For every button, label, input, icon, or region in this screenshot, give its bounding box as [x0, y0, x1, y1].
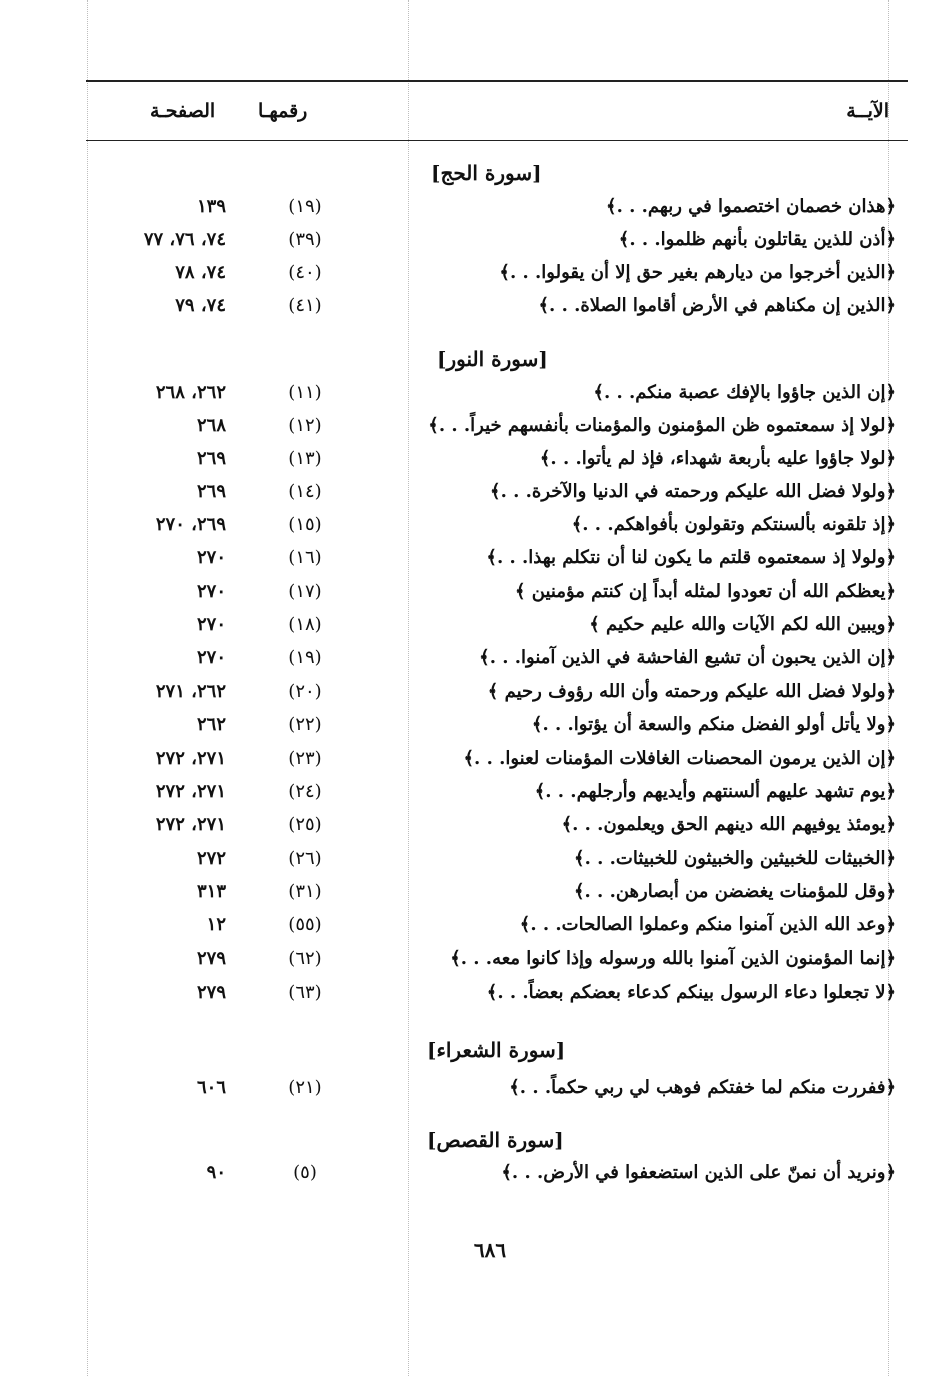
ayah-number: (٢٦)	[288, 848, 322, 869]
ayah-text: ﴿ولا يأتل أولو الفضل منكم والسعة أن يؤتوا. . .﴾	[531, 714, 896, 735]
ayah-number: (٥٥)	[288, 914, 322, 935]
ayah-text: ﴿إن الذين جاؤوا بالإفك عصبة منكم. . .﴾	[593, 382, 896, 403]
header-top-rule	[86, 80, 908, 82]
ayah-text: ﴿إن الذين يرمون المحصنات الغافلات المؤمنات لعنوا. . .﴾	[463, 748, 896, 769]
ayah-text: ﴿يعظكم الله أن تعودوا لمثله أبداً إن كنتم مؤمنين ﴾	[514, 581, 896, 602]
ayah-number: (١٨)	[288, 614, 322, 635]
ayah-number: (٦٣)	[288, 982, 322, 1003]
index-row	[0, 382, 951, 415]
index-row	[0, 748, 951, 781]
index-row	[0, 1162, 951, 1195]
surah-heading-hajj: [سورة الحج]	[431, 161, 542, 185]
index-row	[0, 914, 951, 947]
index-row	[0, 196, 951, 229]
ayah-pages: ٢٦٩	[196, 448, 226, 469]
index-row	[0, 547, 951, 580]
index-row	[0, 1077, 951, 1110]
ayah-pages: ١٣٩	[196, 196, 226, 217]
ayah-pages: ٢٧٩	[196, 948, 226, 969]
ayah-pages: ٢٧٠	[196, 581, 226, 602]
ayah-number: (٥)	[293, 1162, 317, 1183]
index-row	[0, 262, 951, 295]
surah-heading-qasas: [سورة القصص]	[427, 1128, 564, 1152]
index-row	[0, 714, 951, 747]
ayah-text: ﴿الذين أخرجوا من ديارهم بغير حق إلا أن يقولوا. . .﴾	[499, 262, 896, 283]
ayah-number: (١٩)	[288, 647, 322, 668]
ayah-number: (٢٥)	[288, 814, 322, 835]
ayah-pages: ٢٧١، ٢٧٢	[155, 748, 226, 769]
ayah-text: ﴿ولولا إذ سمعتموه قلتم ما يكون لنا أن نتكلم بهذا. . .﴾	[486, 547, 896, 568]
ayah-number: (١٦)	[288, 547, 322, 568]
index-row	[0, 581, 951, 614]
index-row	[0, 881, 951, 914]
ayah-pages: ٢٧٢	[196, 848, 226, 869]
ayah-number: (٢٤)	[288, 781, 322, 802]
index-row	[0, 415, 951, 448]
ayah-pages: ٢٧١، ٢٧٢	[155, 781, 226, 802]
column-header-number: رقمهـا	[258, 100, 308, 122]
ayah-pages: ٧٤، ٧٩	[175, 295, 226, 316]
ayah-pages: ٢٧٠	[196, 647, 226, 668]
column-header-page: الصفحـة	[150, 100, 216, 122]
ayah-pages: ١٢	[206, 914, 226, 935]
ayah-text: ﴿إذ تلقونه بألسنتكم وتقولون بأفواهكم. . .﴾	[571, 514, 896, 535]
index-row	[0, 481, 951, 514]
ayah-text: ﴿إنما المؤمنون الذين آمنوا بالله ورسوله وإذا كانوا معه. . .﴾	[450, 948, 896, 969]
index-row	[0, 781, 951, 814]
ayah-number: (٣١)	[288, 881, 322, 902]
ayah-pages: ٢٦٢	[196, 714, 226, 735]
index-row	[0, 848, 951, 881]
ayah-pages: ٢٧١، ٢٧٢	[155, 814, 226, 835]
ayah-number: (١٤)	[288, 481, 322, 502]
ayah-text: ﴿الخبيثات للخبيثين والخبيثون للخبيثات. . .﴾	[574, 848, 896, 869]
ayah-pages: ٢٦٢، ٢٧١	[155, 681, 226, 702]
surah-heading-nur: [سورة النور]	[437, 347, 548, 371]
index-row	[0, 681, 951, 714]
ayah-number: (٢٠)	[288, 681, 322, 702]
ayah-text: ﴿ولولا فضل الله عليكم ورحمته في الدنيا والآخرة. . .﴾	[490, 481, 896, 502]
ayah-pages: ٦٠٦	[196, 1077, 226, 1098]
index-row	[0, 814, 951, 847]
ayah-pages: ٢٧٩	[196, 982, 226, 1003]
ayah-pages: ٣١٣	[196, 881, 226, 902]
index-row	[0, 295, 951, 328]
ayah-pages: ٢٦٨	[196, 415, 226, 436]
ayah-text: ﴿ويبين الله لكم الآيات والله عليم حكيم ﴾	[589, 614, 896, 635]
ayah-pages: ٧٤، ٧٨	[175, 262, 226, 283]
ayah-number: (١٧)	[288, 581, 322, 602]
ayah-text: ﴿ونريد أن نمنّ على الذين استضعفوا في الأرض. . .﴾	[501, 1162, 896, 1183]
ayah-text: ﴿يوم تشهد عليهم ألسنتهم وأيديهم وأرجلهم. . .﴾	[534, 781, 896, 802]
ayah-text: ﴿لولا إذ سمعتموه ظن المؤمنون والمؤمنات بأنفسهم خيراً. . .﴾	[428, 415, 896, 436]
index-row	[0, 448, 951, 481]
index-row	[0, 982, 951, 1015]
ayah-text: ﴿أذن للذين يقاتلون بأنهم ظلموا. . .﴾	[618, 229, 896, 250]
surah-heading-shuara: [سورة الشعراء]	[427, 1038, 566, 1062]
ayah-text: ﴿لا تجعلوا دعاء الرسول بينكم كدعاء بعضكم بعضاً. . .﴾	[486, 982, 896, 1003]
ayah-number: (١٥)	[288, 514, 322, 535]
index-row	[0, 614, 951, 647]
ayah-text: ﴿يومئذ يوفيهم الله دينهم الحق ويعلمون. . .﴾	[561, 814, 896, 835]
ayah-pages: ٩٠	[206, 1162, 226, 1183]
ayah-text: ﴿هذان خصمان اختصموا في ربهم. . .﴾	[606, 196, 896, 217]
ayah-text: ﴿ففررت منكم لما خفتكم فوهب لي ربي حكماً. . .﴾	[509, 1077, 896, 1098]
ayah-number: (٣٩)	[288, 229, 322, 250]
ayah-number: (٢٢)	[288, 714, 322, 735]
index-row	[0, 647, 951, 680]
ayah-number: (٢١)	[288, 1077, 322, 1098]
ayah-number: (٦٢)	[288, 948, 322, 969]
ayah-pages: ٢٦٩	[196, 481, 226, 502]
ayah-pages: ٢٧٠	[196, 614, 226, 635]
ayah-pages: ٢٦٩، ٢٧٠	[155, 514, 226, 535]
page-number: ٦٨٦	[473, 1238, 507, 1262]
index-row	[0, 514, 951, 547]
ayah-pages: ٢٧٠	[196, 547, 226, 568]
ayah-text: ﴿لولا جاؤوا عليه بأربعة شهداء، فإذ لم يأتوا. . .﴾	[539, 448, 896, 469]
ayah-text: ﴿وعد الله الذين آمنوا منكم وعملوا الصالحات. . .﴾	[519, 914, 896, 935]
ayah-pages: ٧٤، ٧٦، ٧٧	[143, 229, 226, 250]
ayah-number: (١١)	[288, 382, 322, 403]
column-header-aya: الآيــة	[846, 100, 889, 122]
ayah-text: ﴿ولولا فضل الله عليكم ورحمته وأن الله رؤوف رحيم ﴾	[487, 681, 896, 702]
ayah-number: (٤٠)	[288, 262, 322, 283]
ayah-pages: ٢٦٢، ٢٦٨	[155, 382, 226, 403]
index-row	[0, 229, 951, 262]
index-row	[0, 948, 951, 981]
ayah-number: (٢٣)	[288, 748, 322, 769]
ayah-number: (١٩)	[288, 196, 322, 217]
header-bottom-rule	[86, 140, 908, 141]
ayah-number: (١٢)	[288, 415, 322, 436]
ayah-text: ﴿إن الذين يحبون أن تشيع الفاحشة في الذين آمنوا. . .﴾	[479, 647, 896, 668]
ayah-text: ﴿وقل للمؤمنات يغضضن من أبصارهن. . .﴾	[573, 881, 896, 902]
ayah-text: ﴿الذين إن مكناهم في الأرض أقاموا الصلاة. . .﴾	[538, 295, 896, 316]
ayah-number: (٤١)	[288, 295, 322, 316]
ayah-number: (١٣)	[288, 448, 322, 469]
